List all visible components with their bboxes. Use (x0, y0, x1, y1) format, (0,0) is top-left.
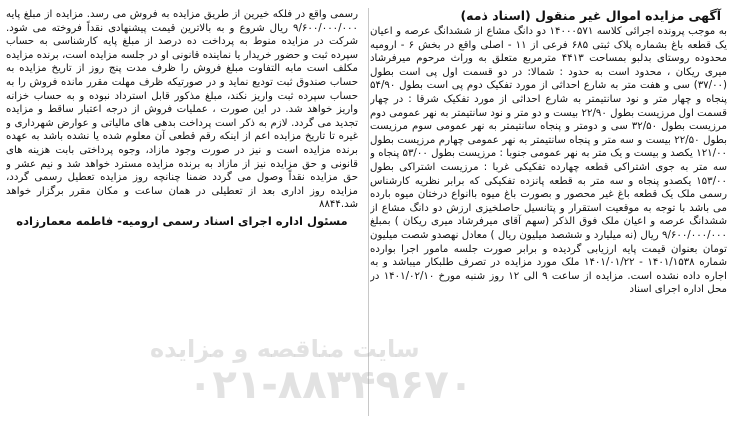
signature-line: مسئول اداره اجرای اسناد رسمی ارومیه- فاطمه معمارزاده (16, 213, 348, 228)
notice-body-left: رسمی واقع در فلکه خیرین از طریق مزایده به فروش می رسد. مزایده از مبلغ پایه ۹/۶۰۰/۰۰۰/۰۰۰ ریال شروع و به بالاترین قیمت پیشنهادی نقداً فروخته می شود. شرکت در مزایده منوط به پرداخت ده درصد از مبلغ پایه کارشناسی به حساب سپرده ثبت و حضور خریدار یا نماینده قانونی او در جلسه مزایده است، برنده مزایده مکلف است مابه التفاوت مبلغ فروش را ظرف مدت پنج روز از تاریخ مزایده به حساب صندوق ثبت تودیع نماید و در صورتیکه ظرف مهلت مقرر مانده فروش را به حساب سپرده ثبت واریز نکند، مبلغ مذکور قابل استرداد نبوده و به حساب خزانه واریز خواهد شد. در این صورت ، عملیات فروش از درجه اعتبار ساقط و مزایده تجدید می گردد. لازم به ذکر است پرداخت بدهی های مالیاتی و عوارض شهرداری و غیره تا تاریخ مزایده اعم از اینکه رقم قطعی آن معلوم شده یا نشده باشد به عهده برنده مزایده است و نیز در صورت وجود مازاد، وجوه پرداختی بابت هزینه های قانونی و حق مزایده نیز از مازاد به برنده مزایده مسترد خواهد شد و نیم عشر و حق مزایده نقداً وصول می گردد ضمنا چنانچه روز مزایده تعطیل رسمی گردد، مزایده روز اداری بعد از تعطیلی در همان ساعت و مکان مقرر برگزار خواهد شد.۸۸۴۴ (6, 9, 358, 211)
right-column (370, 8, 727, 424)
notice-title: آگهی مزایده اموال غیر منقول (اسناد ذمه) (460, 8, 721, 23)
watermark-site-name: سایت مناقصه و مزایده (150, 335, 420, 363)
column-divider (368, 8, 369, 416)
left-column (6, 8, 358, 424)
notice-body-right: به موجب پرونده اجرائی کلاسه ۱۴۰۰۰۵۷۱ دو دانگ مشاع از ششدانگ عرصه و اعیان یک قطعه باغ بشماره پلاک ثبتی ۶۸۵ فرعی از ۱۱ - اصلی واقع در بخش ۶ - ارومیه محدوده روستای بدلبو بمساحت ۴۴۱۳ مترمربع متعلق به وراث مرحوم میرفرشاد میری ریکان ، محدود است به حدود : شمالا: در دو قسمت اول پی است بطول (۳۷/۰۰) سی و هفت متر به شارع احداثی از مورد تفکیک دوم پی است بطول ۵۴/۹۰ پنجاه و چهار متر و نود سانتیمتر به شارع احداثی از مورد تفکیک شرقا : در چهار قسمت اول مرزیست بطول ۲۲/۹۰ بیست و دو متر و نود سانتیمتر به نهر عمومی دوم مرزیست بطول ۳۲/۵۰ سی و دومتر و پنجاه سانتیمتر به نهر عمومی سوم مرزیست بطول ۲۲/۵۰ بیست و سه متر و پنجاه سانتیمتر به نهر عمومی چهارم مرزیست بطول ۱۲۱/۰۰ یکصد و بیست و یک متر به نهر عمومی جنوبا : مرزیست بطول ۵۳/۰۰ پنجاه و سه متر به جوی اشتراکی قطعه چهارده تفکیکی غربا : مرزیست اشتراکی بطول ۱۵۳/۰۰ یکصدو پنجاه و سه متر به قطعه پانزده تفکیکی که برابر نظریه کارشناس رسمی ملک یک قطعه باغ غیر محصور و بصورت باغ میوه باانواع درختان میوه بارده می باشد با توجه به موقعیت استقرار و پتانسیل حاصلخیزی ارزش دو دانگ مشاع از ششدانگ عرصه و اعیان ملک فوق الذکر (سهم آقای میرفرشاد میری ریکان ) بمبلغ ۹/۶۰۰/۰۰۰/۰۰۰ ریال (نه میلیارد و ششصد میلیون ریال ) معادل نهصدو شصت میلیون تومان بعنوان قیمت پایه ارزیابی گردیده و برابر صورت جلسه مامور اجرا بوارده شماره ۱۴۰۱/۱۵۳۸ - ۱۴۰۱/۰۱/۲۲ ملک مورد مزایده در تصرف طلبکار میباشد و به اجاره داده نشده است. مزایده از ساعت ۹ الی ۱۲ روز شنبه مورخ ۱۴۰۱/۰۲/۱۰ در محل اداره اجرای اسناد (370, 26, 727, 296)
watermark-phone: ۰۲۱-۸۸۳۴۹۶۷۰ (188, 362, 474, 408)
